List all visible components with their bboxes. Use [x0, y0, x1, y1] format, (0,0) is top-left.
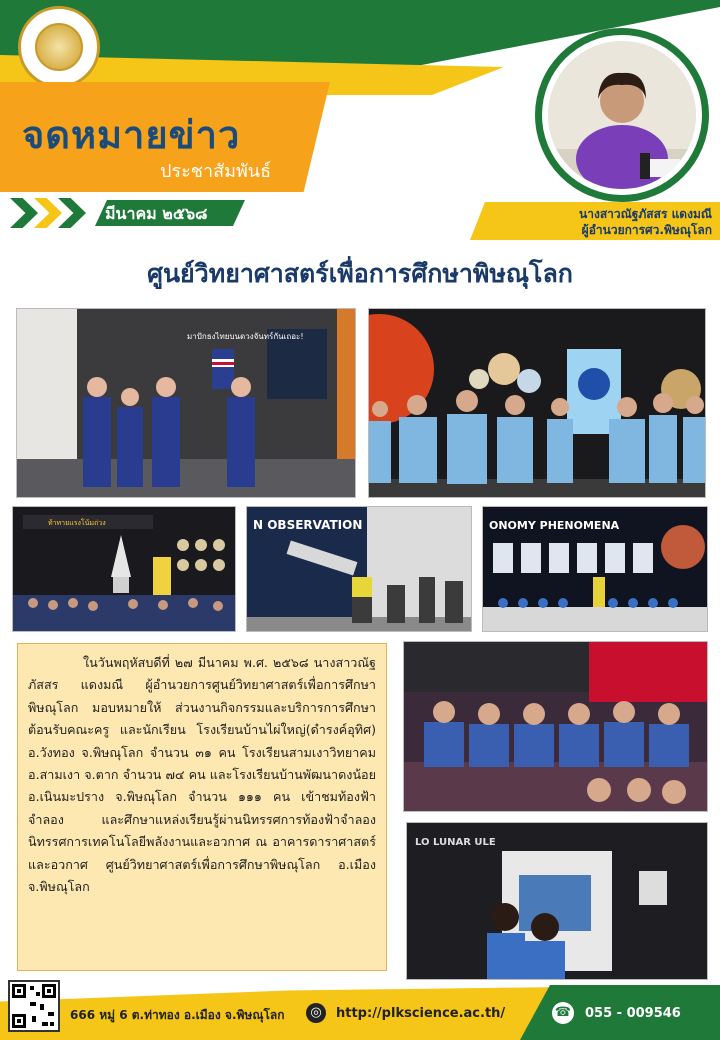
main-title: ศูนย์วิทยาศาสตร์เพื่อการศึกษาพิษณุโลก	[147, 259, 573, 288]
issue-date: มีนาคม ๒๕๖๘	[105, 204, 208, 223]
photo5-sign: ONOMY PHENOMENA	[489, 519, 620, 532]
newsletter-subtitle: ประชาสัมพันธ์	[160, 161, 272, 182]
center-logo-icon	[18, 6, 100, 88]
photo-rocket-hall	[12, 506, 236, 632]
director-role: ผู้อำนวยการศว.พิษณุโลก	[581, 223, 712, 237]
website-link[interactable]: http://plkscience.ac.th/	[336, 1006, 506, 1021]
photo-lunar-module	[406, 822, 708, 980]
footer-address: 666 หมู่ 6 ต.ท่าทอง อ.เมือง จ.พิษณุโลก	[70, 1008, 285, 1022]
photo3-sign: ท้าทายแรงโน้มถ่วง	[48, 519, 106, 527]
article-body	[17, 643, 387, 971]
photo-moon-flag	[16, 308, 356, 498]
photo-astronomy-phenomena	[482, 506, 708, 632]
photo7-sign: LO LUNAR ULE	[415, 837, 496, 848]
director-name: นางสาวณัฐภัสสร แดงมณี	[579, 207, 712, 221]
photo4-sign: N OBSERVATION	[253, 518, 363, 532]
newsletter-title: จดหมายข่าว	[22, 113, 241, 157]
photo1-sign: มาปักธงไทยบนดวงจันทร์กันเถอะ!	[187, 332, 304, 341]
phone-number[interactable]: 055 - 009546	[585, 1006, 681, 1021]
director-photo	[548, 41, 696, 189]
director-caption	[540, 206, 712, 238]
photo-planetarium-audience	[403, 641, 708, 812]
article-paragraph: ในวันพฤหัสบดีที่ ๒๗ มีนาคม พ.ศ. ๒๕๖๘ นางสาวณัฐภัสสร แดงมณี ผู้อำนวยการศูนย์วิทยาศาสตร์เพื่อการศึกษาพิษณุโลก มอบหมายให้ ส่วนงานกิจกรรมและบริการการศึกษา ต้อนรับคณะครู และนักเรียน โรงเรียนบ้านไผ่ใหญ่(ดำรงค์อุทิศ) อ.วังทอง จ.พิษณุโลก จำนวน ๓๑ คน โรงเรียนสามเงาวิทยาคม อ.สามเงา จ.ตาก จำนวน ๗๔ คน และโรงเรียนบ้านพัฒนาดงน้อย อ.เนินมะปราง จ.พิษณุโลก จำนวน ๑๑๑ คน เข้าชมท้องฟ้าจำลอง และศึกษาแหล่งเรียนรู้ผ่านนิทรรศการท้องฟ้าจำลอง นิทรรศการเทคโนโลยีพลังงานและอวกาศ ณ อาคารดาราศาสตร์และอวกาศ ศูนย์วิทยาศาสตร์เพื่อการศึกษาพิษณุโลก อ.เมือง จ.พิษณุโลก	[28, 655, 376, 895]
globe-icon: ◎	[306, 1003, 326, 1023]
photo-planets-exhibit	[368, 308, 706, 498]
phone-icon: ☎	[552, 1002, 574, 1024]
photo-observation	[246, 506, 472, 632]
qr-code-icon[interactable]	[8, 980, 60, 1032]
